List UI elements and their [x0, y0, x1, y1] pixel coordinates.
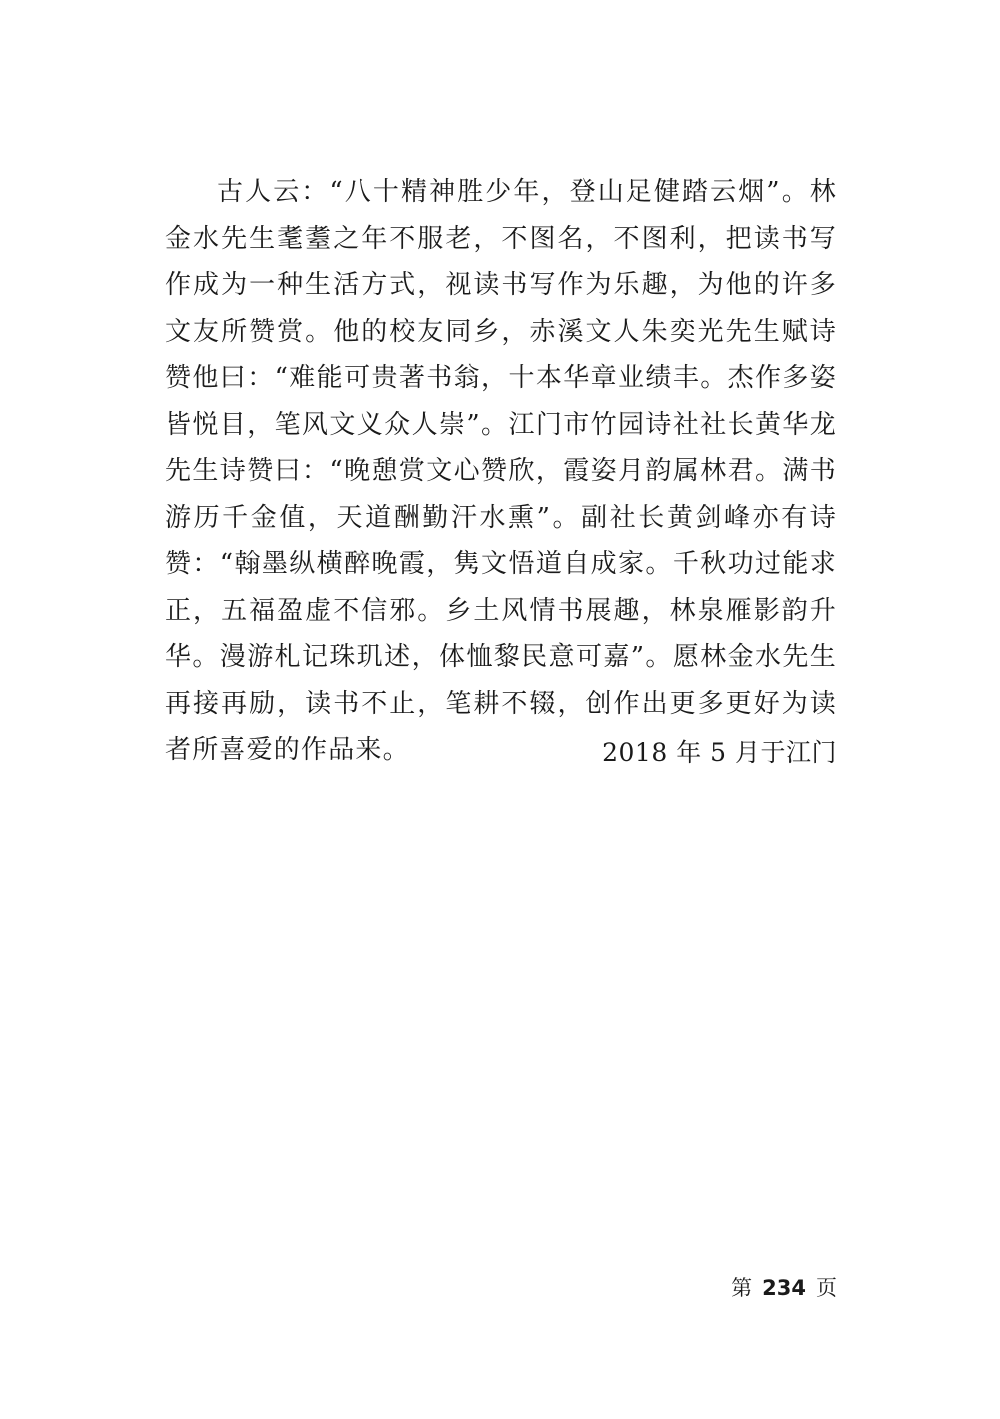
- page-number-value: 234: [762, 1276, 806, 1300]
- page-number-suffix: 页: [816, 1276, 837, 1300]
- page-number-prefix: 第: [731, 1276, 753, 1300]
- date-signature: 2018 年 5 月于江门: [602, 738, 837, 767]
- body-paragraph: 古人云：“八十精神胜少年，登山足健踏云烟”。林金水先生耄耋之年不服老，不图名，不图利，把读书写作成为一种生活方式，视读书写作为乐趣，为他的许多文友所赞赏。他的校友同乡，赤溪文人朱奕光先生赋诗赞他曰：“难能可贵著书翁，十本华章业绩丰。杰作多姿皆悦目，笔风文义众人崇”。江门市竹园诗社社长黄华龙先生诗赞曰：“晚憩赏文心赞欣，霞姿月韵属林君。满书游历千金值，天道酬勤汗水熏”。副社长黄剑峰亦有诗赞：“翰墨纵横醉晚霞，隽文悟道自成家。千秋功过能求正，五福盈虚不信邪。乡土风情书展趣，林泉雁影韵升华。漫游札记珠玑述，体恤黎民意可嘉”。愿林金水先生再接再励，读书不止，笔耕不辍，创作出更多更好为读者所喜爱的作品来。: [165, 177, 837, 765]
- page-number: [731, 1272, 837, 1304]
